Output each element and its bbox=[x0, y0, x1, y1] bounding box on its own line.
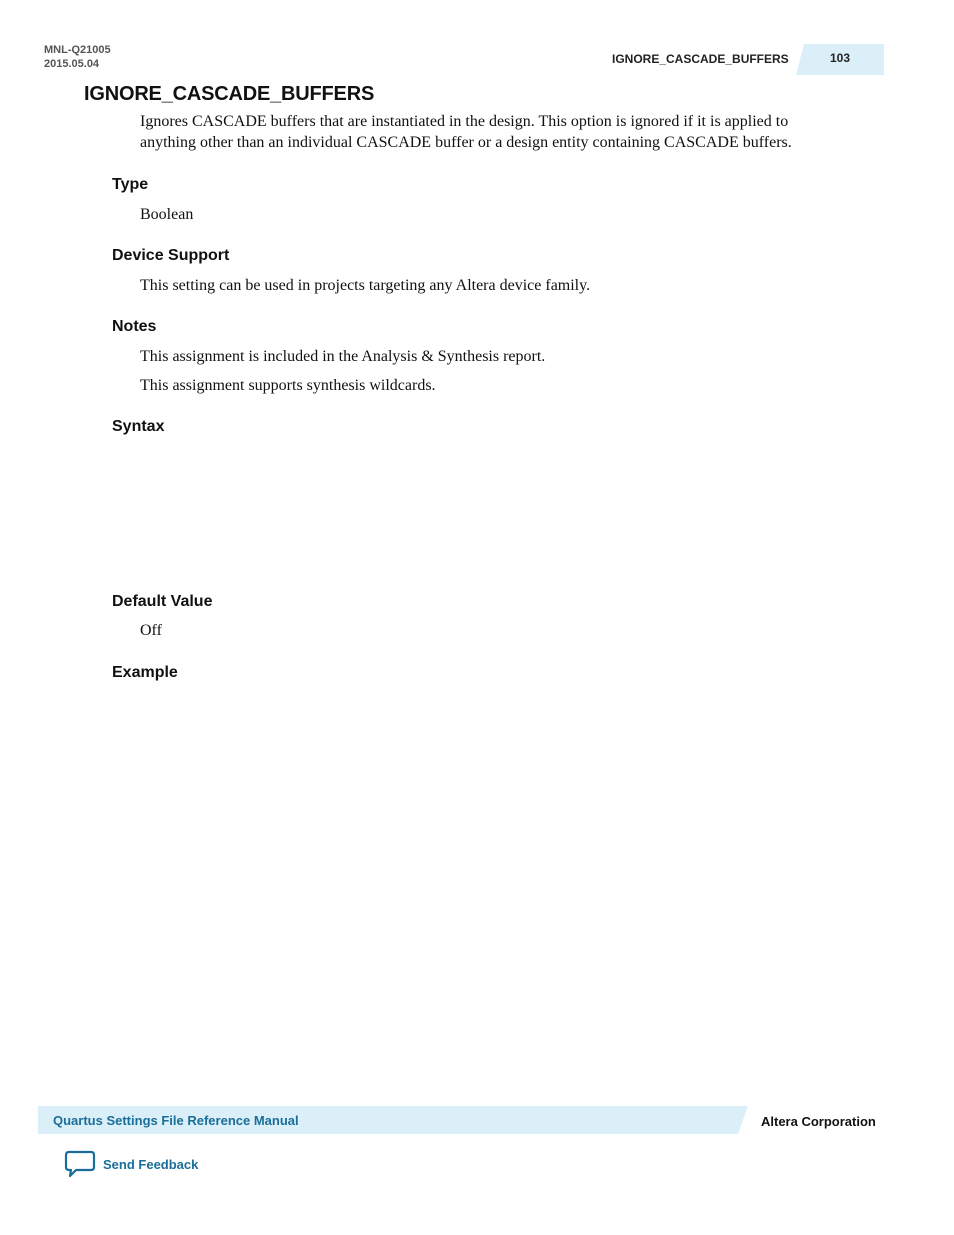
type-heading: Type bbox=[112, 176, 149, 193]
footer-manual-title[interactable]: Quartus Settings File Reference Manual bbox=[53, 1113, 299, 1128]
notes-heading: Notes bbox=[112, 318, 157, 335]
device-support-text: This setting can be used in projects targeting any Altera device family. bbox=[140, 277, 591, 294]
type-value: Boolean bbox=[140, 206, 194, 223]
description-line: anything other than an individual CASCADE buffer or a design entity containing CASCADE buffers. bbox=[140, 134, 792, 151]
doc-number: MNL-Q21005 bbox=[44, 44, 111, 56]
header-section-name: IGNORE_CASCADE_BUFFERS bbox=[612, 52, 789, 66]
page-number: 103 bbox=[829, 51, 851, 65]
default-value-heading: Default Value bbox=[112, 593, 213, 610]
device-support-heading: Device Support bbox=[112, 247, 230, 264]
doc-identifier bbox=[44, 43, 111, 71]
page-title: IGNORE_CASCADE_BUFFERS bbox=[84, 83, 375, 105]
page-number-tab bbox=[796, 44, 884, 75]
default-value: Off bbox=[140, 622, 162, 639]
send-feedback-link[interactable] bbox=[64, 1150, 198, 1178]
send-feedback-label: Send Feedback bbox=[103, 1156, 199, 1172]
footer-company: Altera Corporation bbox=[761, 1114, 876, 1129]
speech-bubble-icon bbox=[64, 1150, 96, 1178]
notes-line: This assignment supports synthesis wildcards. bbox=[140, 377, 436, 394]
syntax-heading: Syntax bbox=[112, 418, 165, 435]
notes-line: This assignment is included in the Analysis & Synthesis report. bbox=[140, 348, 546, 365]
doc-date: 2015.05.04 bbox=[44, 58, 100, 70]
description-line: Ignores CASCADE buffers that are instantiated in the design. This option is ignored if it is applied to bbox=[140, 113, 789, 130]
description bbox=[140, 111, 792, 153]
example-heading: Example bbox=[112, 664, 178, 681]
